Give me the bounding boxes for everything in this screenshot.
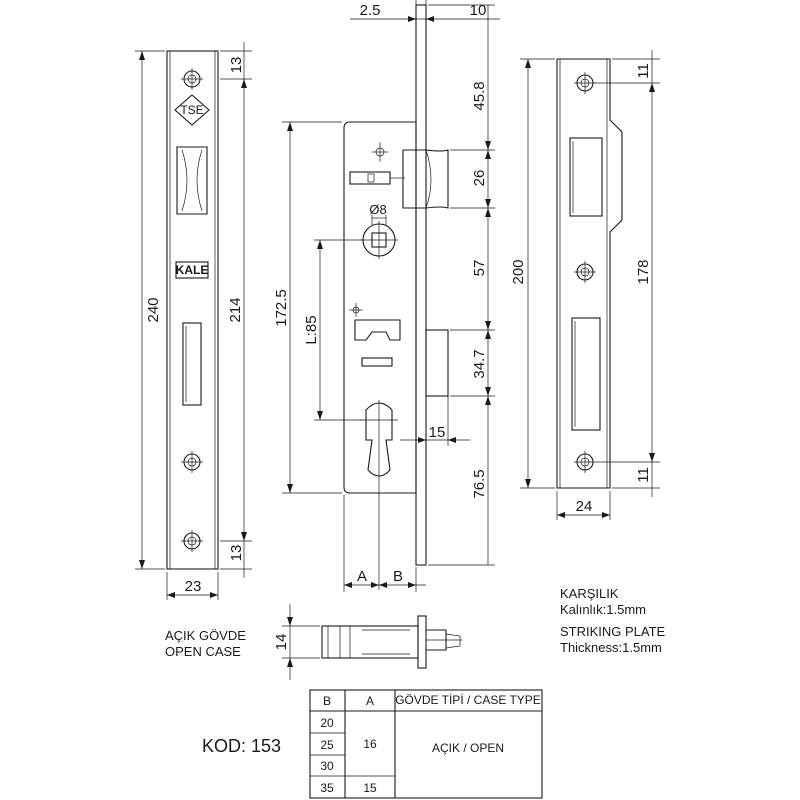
dim-45-8: 45.8 <box>471 81 488 111</box>
dim-24: 24 <box>575 498 593 515</box>
dim-2-5: 2.5 <box>359 2 381 19</box>
table-a-16: 16 <box>363 737 377 751</box>
open-case-view <box>273 604 462 680</box>
dim-214: 214 <box>227 297 244 323</box>
striking-title-tr: KARŞILIK <box>560 586 619 601</box>
table-b-20: 20 <box>320 716 334 730</box>
lock-body-view <box>273 0 500 592</box>
strike-bolt-hole <box>572 318 600 430</box>
dim-172-5: 172.5 <box>273 289 290 327</box>
dim-26: 26 <box>471 169 488 187</box>
deadbolt <box>426 330 448 396</box>
latch-opening <box>177 147 207 214</box>
dim-11-bottom: 11 <box>635 467 652 483</box>
dim-240: 240 <box>145 297 162 323</box>
faceplate-view <box>135 42 252 600</box>
striking-plate-view <box>510 50 660 520</box>
table-header-case-type: GÖVDE TİPİ / CASE TYPE <box>395 693 541 707</box>
dim-b: B <box>392 568 404 585</box>
dim-13-top: 13 <box>228 56 245 74</box>
deadbolt-plate <box>362 358 392 366</box>
forend-strip <box>416 5 426 565</box>
dim-diam8: Ø8 <box>369 202 387 217</box>
dim-178: 178 <box>635 259 652 285</box>
dim-10: 10 <box>469 2 487 19</box>
tse-logo-text: TSE <box>180 103 204 117</box>
strike-plate-outline <box>557 59 622 488</box>
dim-57: 57 <box>471 259 488 277</box>
dim-15: 15 <box>428 424 446 441</box>
dim-l85: L:85 <box>303 315 320 345</box>
strike-latch-hole <box>570 138 602 216</box>
open-case-label-en: OPEN CASE <box>165 644 241 659</box>
table-a-15: 15 <box>363 781 377 795</box>
dim-200: 200 <box>510 259 527 285</box>
table-b-25: 25 <box>320 738 334 752</box>
dim-14: 14 <box>273 633 290 651</box>
dim-a: A <box>356 568 368 585</box>
table-b-30: 30 <box>320 759 334 773</box>
table-header-b: B <box>322 694 332 708</box>
dim-34-7: 34.7 <box>471 349 488 379</box>
kale-logo-text: KALE <box>175 263 209 277</box>
striking-thickness-en: Thickness:1.5mm <box>560 640 662 655</box>
striking-thickness-tr: Kalınlık:1.5mm <box>560 602 646 617</box>
product-code: KOD: 153 <box>202 736 282 756</box>
table-case-type-open: AÇIK / OPEN <box>431 741 505 755</box>
dim-11-top: 11 <box>635 63 652 79</box>
case-side-forend <box>418 616 426 668</box>
dim-13-bottom: 13 <box>228 544 245 562</box>
deadbolt-cam <box>355 320 400 340</box>
open-case-label-tr: AÇIK GÖVDE <box>165 628 246 643</box>
dim-76-5: 76.5 <box>471 469 488 499</box>
striking-title-en: STRIKING PLATE <box>560 624 666 639</box>
dim-23: 23 <box>184 578 202 595</box>
faceplate-outline <box>167 51 218 569</box>
table-header-a: A <box>365 694 375 708</box>
case-side-outline <box>322 626 418 658</box>
table-b-35: 35 <box>320 781 334 795</box>
dimension-table <box>310 690 542 798</box>
